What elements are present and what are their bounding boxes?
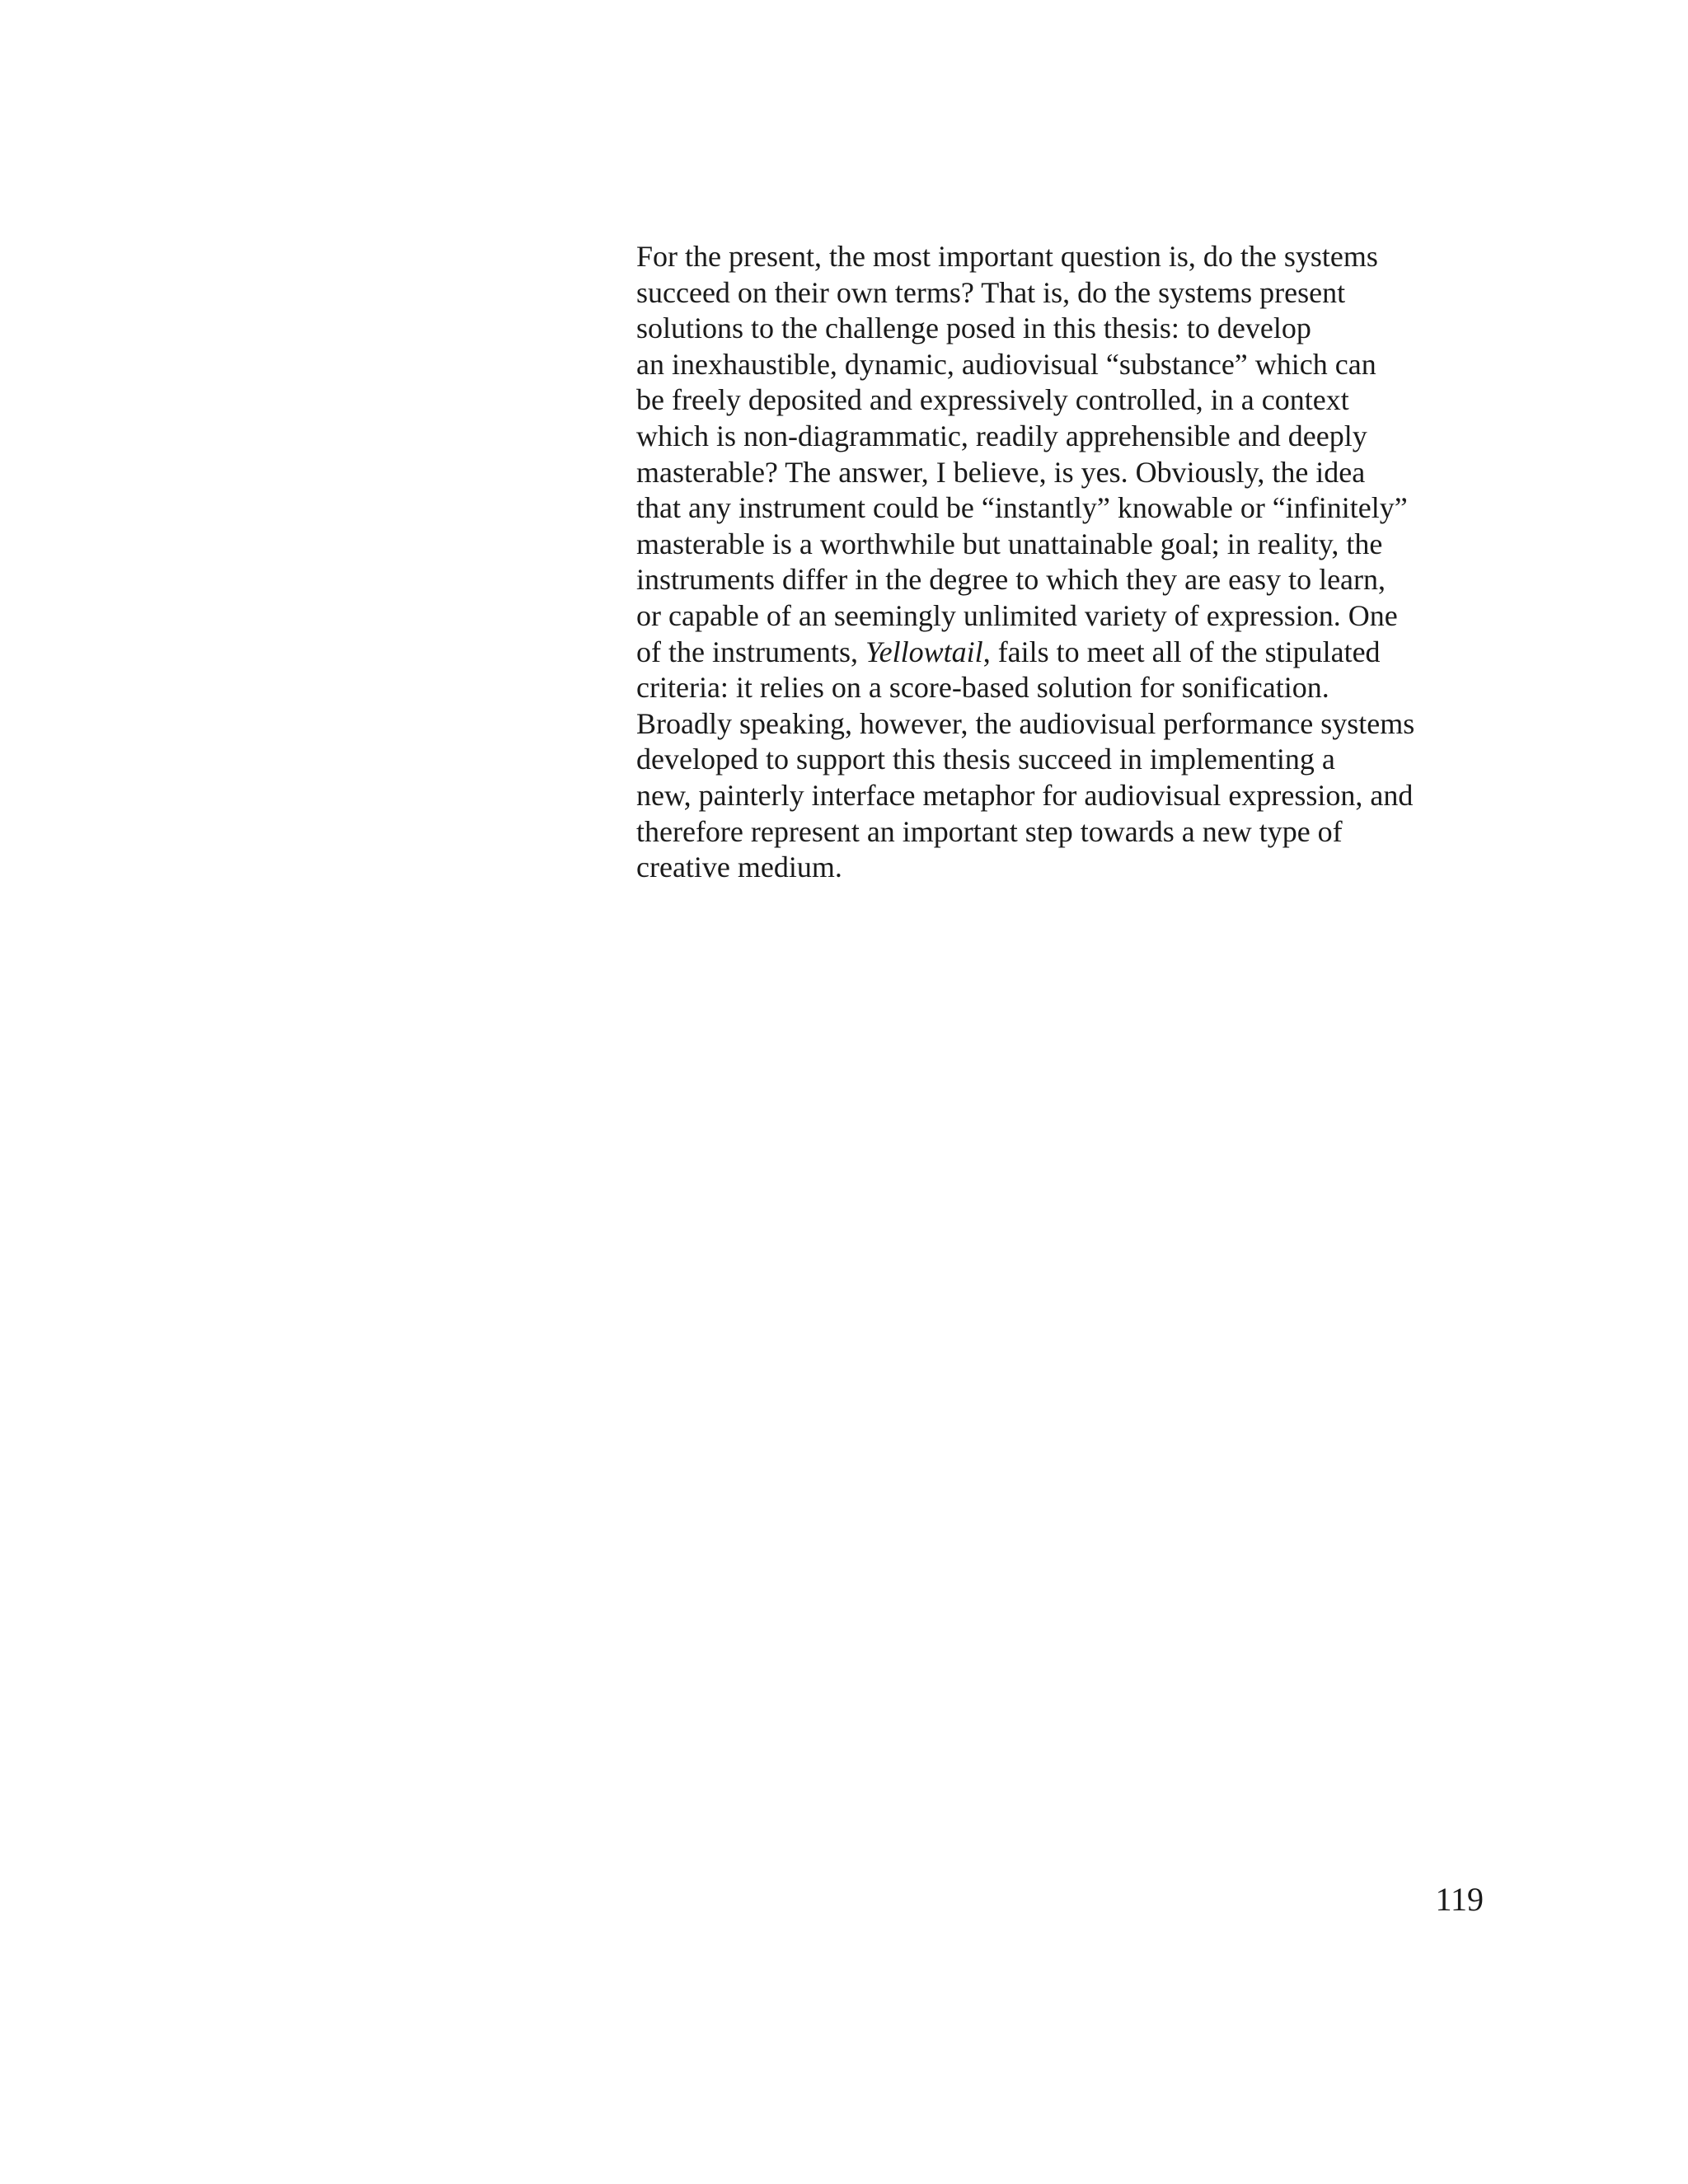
text-line: masterable is a worthwhile but unattainable goal; in reality, the: [636, 527, 1383, 560]
text-line: For the present, the most important question is, do the systems: [636, 240, 1378, 273]
text-line: or capable of an seemingly unlimited variety of expression. One: [636, 598, 1398, 632]
text-line: developed to support this thesis succeed in implementing a: [636, 743, 1335, 776]
body-paragraph: [636, 239, 1477, 886]
text-line: instruments differ in the degree to which they are easy to learn,: [636, 563, 1386, 597]
text-line: creative medium.: [636, 851, 842, 884]
text-line: Broadly speaking, however, the audiovisual performance systems: [636, 706, 1415, 740]
text-segment: of the instruments,: [636, 635, 865, 668]
text-line: an inexhaustible, dynamic, audiovisual “substance” which can: [636, 347, 1376, 381]
text-line: masterable? The answer, I believe, is yes. Obviously, the idea: [636, 455, 1366, 489]
instrument-title: Yellowtail: [865, 635, 983, 668]
page-number: 119: [1435, 1881, 1484, 1918]
text-segment: , fails to meet all of the stipulated: [982, 635, 1381, 668]
text-line: which is non-diagrammatic, readily apprehensible and deeply: [636, 419, 1367, 452]
text-line: therefore represent an important step towards a new type of: [636, 814, 1343, 848]
text-line: that any instrument could be “instantly” knowable or “infinitely”: [636, 491, 1408, 525]
text-line: criteria: it relies on a score-based solution for sonification.: [636, 671, 1329, 705]
text-line: succeed on their own terms? That is, do the systems present: [636, 275, 1346, 309]
text-line: [636, 635, 1477, 671]
text-line: new, painterly interface metaphor for audiovisual expression, and: [636, 778, 1414, 812]
text-line: solutions to the challenge posed in this thesis: to develop: [636, 312, 1311, 345]
text-line: be freely deposited and expressively controlled, in a context: [636, 383, 1349, 417]
